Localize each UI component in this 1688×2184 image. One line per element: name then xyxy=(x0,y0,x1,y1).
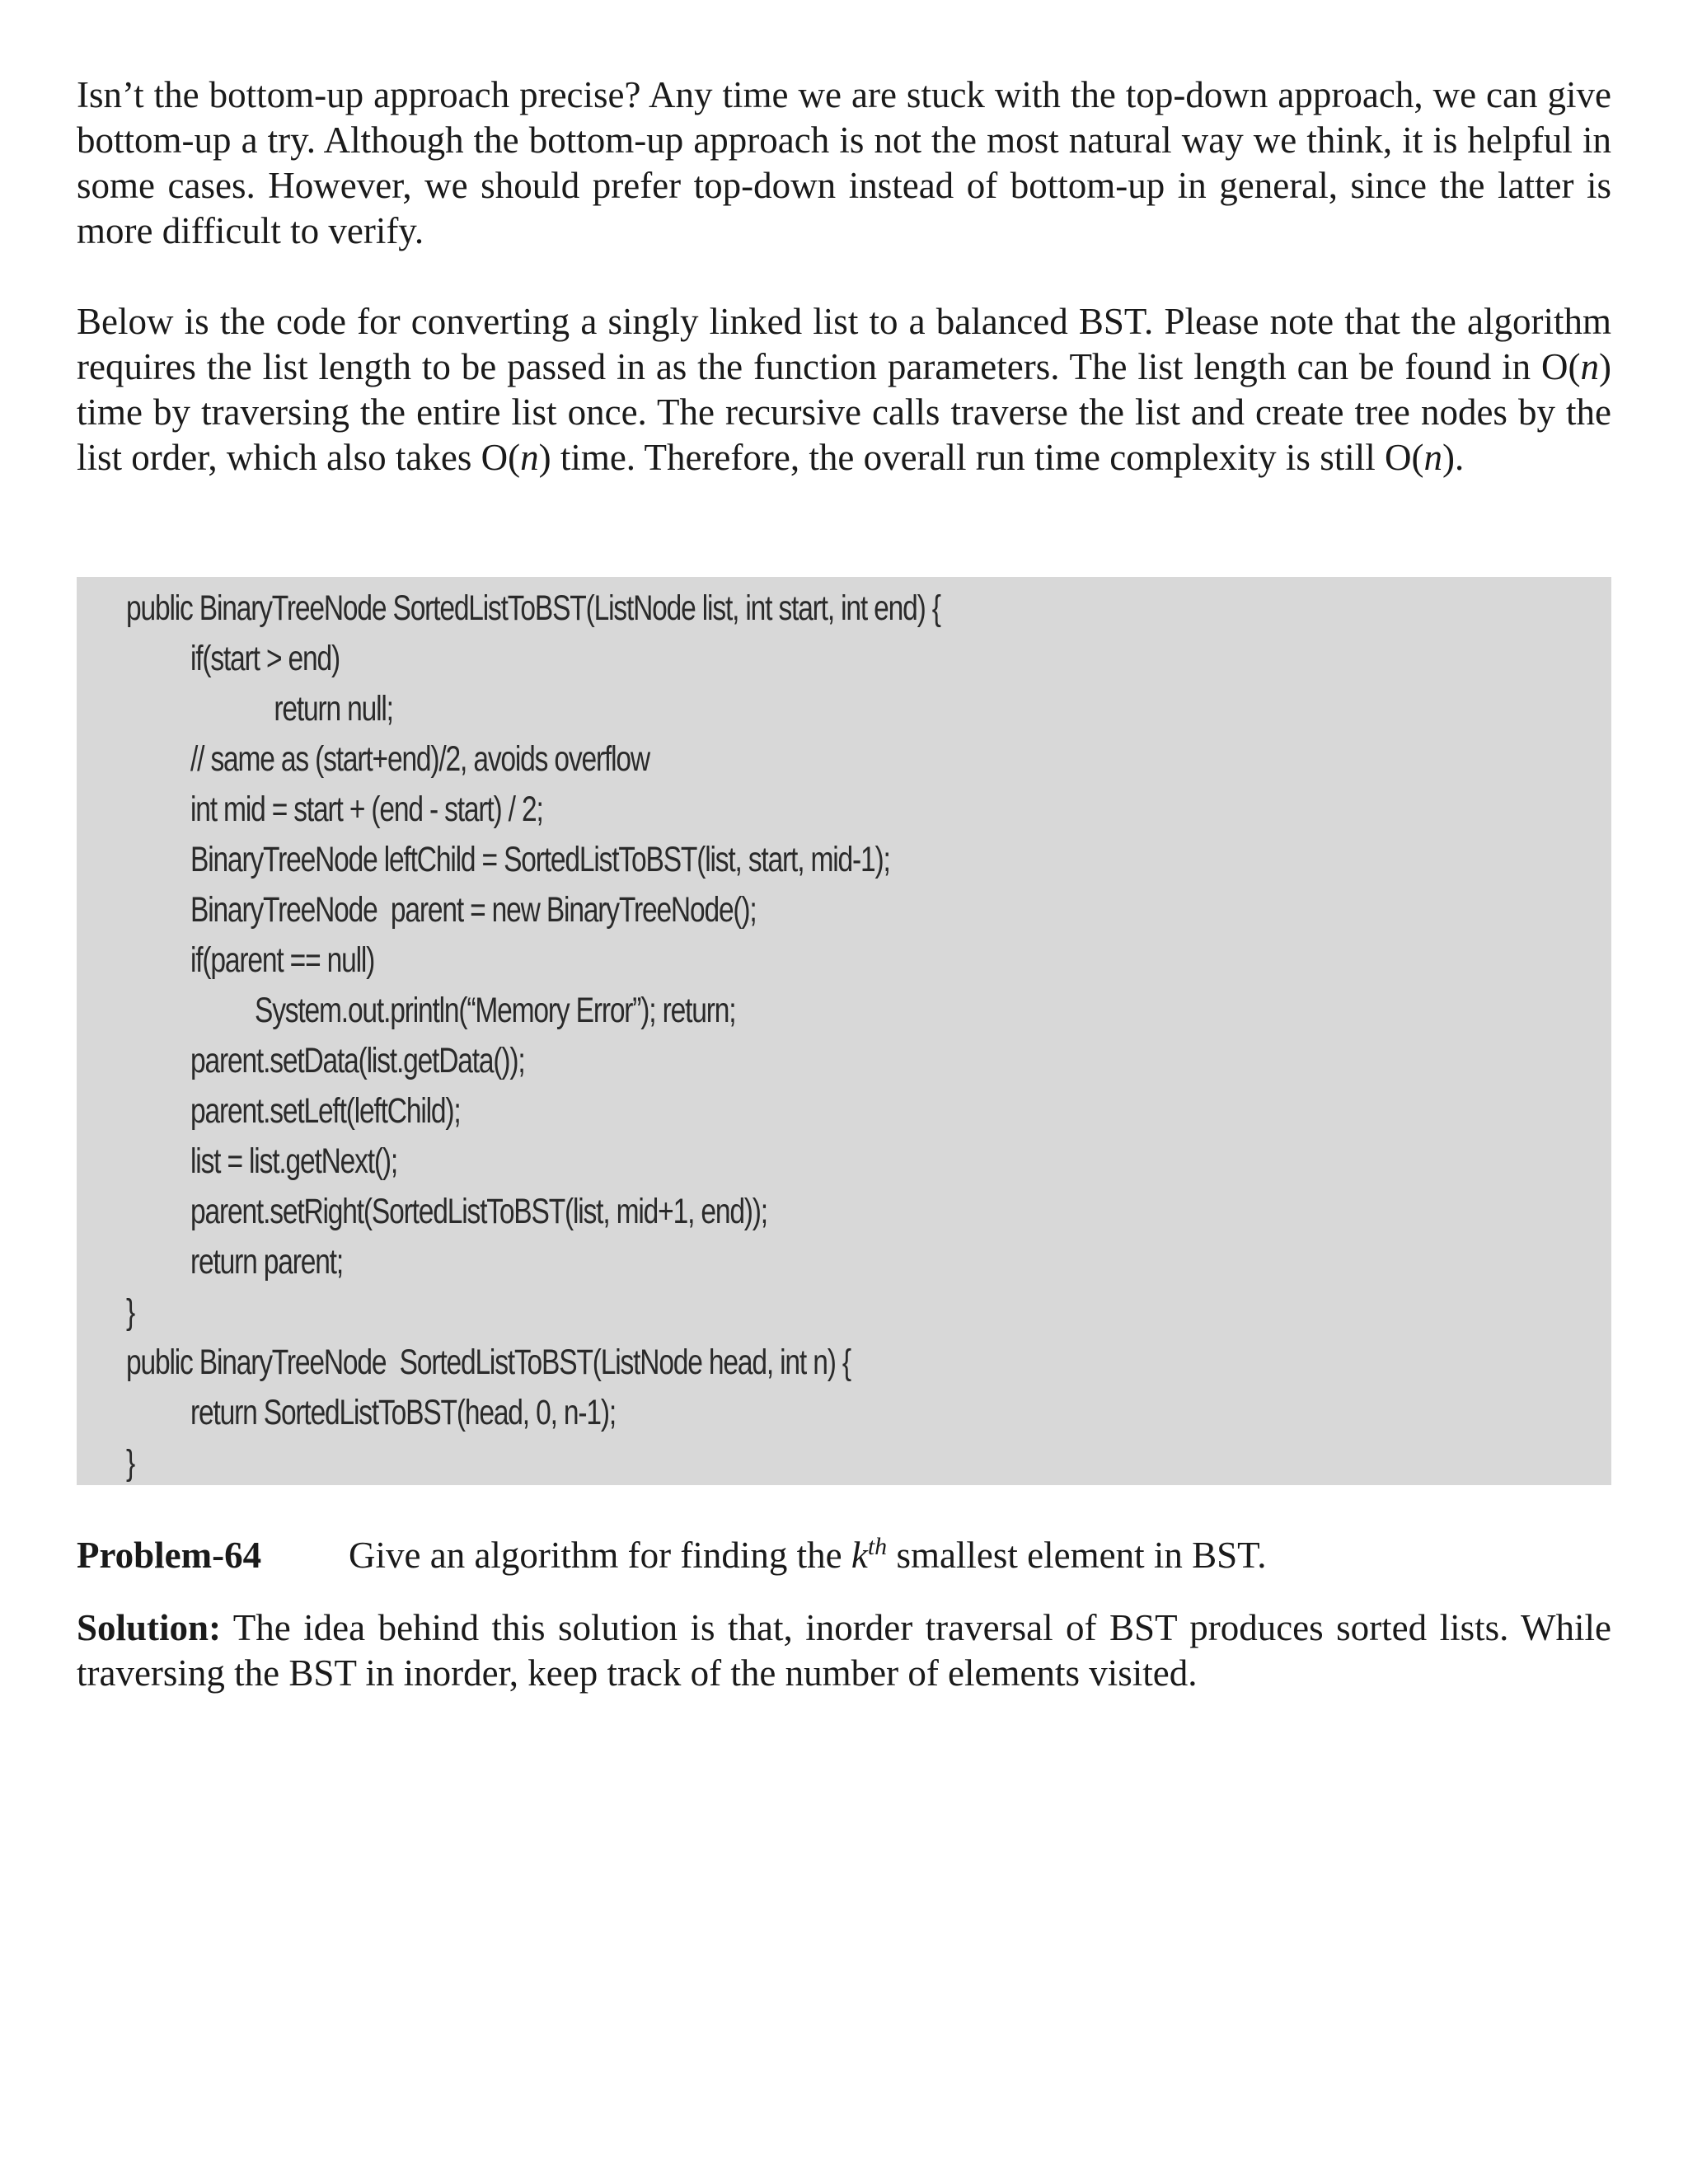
code-line: parent.setData(list.getData()); xyxy=(190,1041,525,1080)
paragraph-text: Below is the code for converting a singly linked list to a balanced BST. Please note that the algorithm requires the list length to be passed in as the function parameters. The list length can be found in O( xyxy=(77,301,1611,387)
solution-paragraph xyxy=(77,1605,1611,1696)
code-block xyxy=(77,577,1611,1485)
code-line: BinaryTreeNode parent = new BinaryTreeNode(); xyxy=(190,890,757,930)
code-line: if(parent == null) xyxy=(190,940,375,980)
code-line: int mid = start + (end - start) / 2; xyxy=(190,790,543,829)
code-line: parent.setLeft(leftChild); xyxy=(190,1091,461,1131)
code-line: return parent; xyxy=(190,1242,343,1282)
code-line: if(start > end) xyxy=(190,639,340,678)
code-line: // same as (start+end)/2, avoids overflow xyxy=(190,739,649,779)
paragraph-text: ) time. Therefore, the overall run time complexity is still O( xyxy=(538,437,1424,478)
code-line: return null; xyxy=(274,689,393,729)
math-n: n xyxy=(520,437,539,478)
paragraph-text: ). xyxy=(1442,437,1465,478)
code-line: public BinaryTreeNode SortedListToBST(ListNode head, int n) { xyxy=(126,1343,851,1382)
paragraph-text: ) time by traversing the entire list once. The recursive calls traverse the list and create tree nodes by the list order, which also takes O( xyxy=(77,346,1611,478)
code-line: parent.setRight(SortedListToBST(list, mid+1, end)); xyxy=(190,1192,767,1231)
solution-text: The idea behind this solution is that, inorder traversal of BST produces sorted lists. While traversing the BST in inorder, keep track of the number of elements visited. xyxy=(77,1607,1611,1694)
superscript-th: th xyxy=(867,1533,888,1560)
math-n: n xyxy=(1580,346,1599,387)
problem-text: Give an algorithm for finding the xyxy=(349,1535,851,1576)
code-line: public BinaryTreeNode SortedListToBST(ListNode list, int start, int end) { xyxy=(126,588,940,628)
code-line: System.out.println(“Memory Error”); return; xyxy=(255,991,736,1030)
code-line: BinaryTreeNode leftChild = SortedListToBST(list, start, mid-1); xyxy=(190,840,890,879)
problem-label: Problem-64 xyxy=(77,1535,262,1576)
solution-label: Solution: xyxy=(77,1607,222,1648)
code-line: list = list.getNext(); xyxy=(190,1141,398,1181)
problem-text: smallest element in BST. xyxy=(887,1535,1267,1576)
math-n: n xyxy=(1423,437,1442,478)
code-line: } xyxy=(126,1443,135,1483)
code-line: return SortedListToBST(head, 0, n-1); xyxy=(190,1393,616,1432)
paragraph-linked-list-to-bst xyxy=(77,299,1611,480)
code-line: } xyxy=(126,1292,135,1332)
page-body xyxy=(77,73,1611,480)
math-k: k xyxy=(851,1535,868,1576)
problem-statement xyxy=(77,1533,1611,1578)
paragraph-bottom-up: Isn’t the bottom-up approach precise? Any time we are stuck with the top-down approach, we can give bottom-up a try. Although the bottom-up approach is not the most natural way we think, it is helpful in some cases. However, we should prefer top-down instead of bottom-up in general, since the latter is more difficult to verify. xyxy=(77,74,1611,251)
